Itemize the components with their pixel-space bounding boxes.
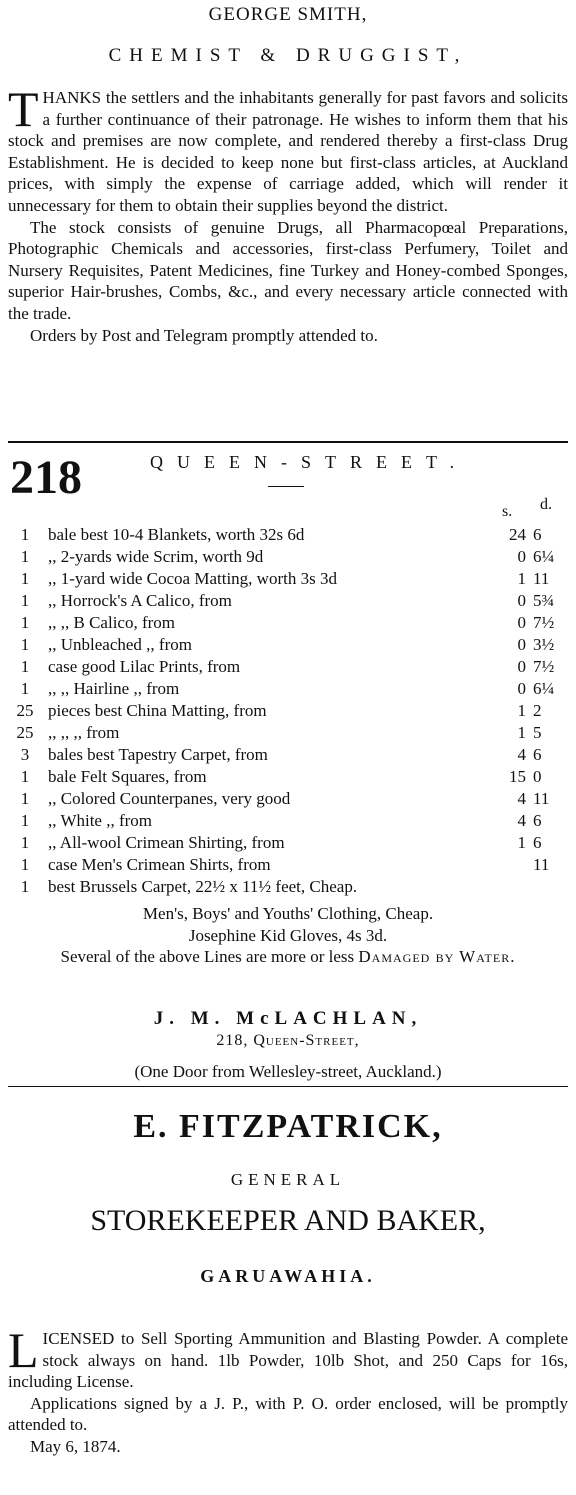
clothing-line: Men's, Boys' and Youths' Clothing, Cheap. xyxy=(142,904,434,923)
item-pence: 11 xyxy=(533,789,550,808)
fitzpatrick-general: GENERAL xyxy=(230,1170,346,1189)
smith-paragraph-3: Orders by Post and Telegram promptly attended to. xyxy=(30,325,378,345)
item-description: ,, 2-yards wide Scrim, worth 9d xyxy=(48,547,264,566)
item-description: case good Lilac Prints, from xyxy=(48,657,241,676)
item-quantity: 3 xyxy=(20,745,30,764)
item-description: bale Felt Squares, from xyxy=(48,767,207,786)
fitzpatrick-trade: STOREKEEPER AND BAKER, xyxy=(90,1204,486,1237)
item-quantity: 1 xyxy=(20,569,30,588)
price-list-row xyxy=(0,854,576,876)
item-description: bale best 10-4 Blankets, worth 32s 6d xyxy=(48,525,305,544)
column-d-header: d. xyxy=(540,496,552,513)
smith-trade: CHEMIST & DRUGGIST, xyxy=(108,45,468,66)
item-quantity: 1 xyxy=(20,525,30,544)
item-shillings: 15 xyxy=(509,767,526,786)
merchant-address: 218, Queen-Street, xyxy=(216,1032,360,1049)
smith-dropcap: T xyxy=(8,81,39,137)
item-pence: 6 xyxy=(533,525,542,544)
price-list-row xyxy=(0,612,576,634)
item-quantity: 1 xyxy=(20,591,30,610)
item-shillings: 1 xyxy=(517,701,526,720)
price-list-row xyxy=(0,656,576,678)
item-shillings: 0 xyxy=(517,613,526,632)
price-list-row xyxy=(0,832,576,854)
item-quantity: 1 xyxy=(20,767,30,786)
item-quantity: 1 xyxy=(20,635,30,654)
item-shillings: 4 xyxy=(517,789,526,808)
item-pence: 11 xyxy=(533,855,550,874)
price-list-row xyxy=(0,524,576,546)
column-s-header: s. xyxy=(502,503,513,520)
item-description: ,, ,, ,, from xyxy=(48,723,120,742)
item-quantity: 1 xyxy=(20,811,30,830)
smith-name: GEORGE SMITH, xyxy=(208,4,368,25)
fitzpatrick-name: E. FITZPATRICK, xyxy=(133,1108,443,1145)
smith-paragraph-1-text: HANKS the settlers and the inhabitants generally for past favors and solicits a further continuance of their patronage. He wishes to inform them that his stock and premises are now complete, and rendered thereby a first-class Drug Establishment. He is decided to keep none but first-class articles, at Auckland prices, with simply the expense of carriage added, which will render it unnecessary for them to obtain their supplies beyond the district. xyxy=(8,88,568,215)
fitzpatrick-place: GARUAWAHIA. xyxy=(200,1266,376,1286)
smith-body xyxy=(0,81,576,346)
fitzpatrick-paragraph-1 xyxy=(0,1322,576,1393)
fitzpatrick-dropcap: L xyxy=(8,1322,39,1378)
smith-paragraph-1 xyxy=(0,81,576,217)
item-pence: 0 xyxy=(533,767,542,786)
price-list-row xyxy=(0,590,576,612)
fitzpatrick-paragraph-2: Applications signed by a J. P., with P. O. order enclosed, will be promptly attended to. xyxy=(8,1393,568,1435)
divider xyxy=(8,1086,568,1087)
damage-note-emphasis: Damaged by Water. xyxy=(358,947,516,966)
item-shillings: 1 xyxy=(517,833,526,852)
item-description: ,, 1-yard wide Cocoa Matting, worth 3s 3d xyxy=(48,569,337,588)
queen-street-advert xyxy=(0,446,576,1086)
damage-note-text: Several of the above Lines are more or less xyxy=(60,947,359,966)
street-name: QUEEN-STREET. xyxy=(150,452,469,472)
item-pence: 6 xyxy=(533,833,542,852)
fitzpatrick-advert xyxy=(0,1090,576,1495)
item-shillings: 4 xyxy=(517,745,526,764)
item-pence: 11 xyxy=(533,569,550,588)
item-shillings: 1 xyxy=(517,723,526,742)
item-pence: 6 xyxy=(533,745,542,764)
price-list-row xyxy=(0,766,576,788)
divider xyxy=(8,441,568,443)
price-list-row xyxy=(0,634,576,656)
item-pence: 3½ xyxy=(533,635,555,654)
item-quantity: 25 xyxy=(16,723,34,742)
item-pence: 2 xyxy=(533,701,542,720)
price-list-row xyxy=(0,744,576,766)
price-list-row xyxy=(0,810,576,832)
item-shillings: 24 xyxy=(509,525,526,544)
item-pence: 6 xyxy=(533,811,542,830)
price-list-row xyxy=(0,788,576,810)
street-number: 218 xyxy=(10,451,82,504)
merchant-name: J. M. McLACHLAN, xyxy=(153,1008,423,1029)
item-description: case Men's Crimean Shirts, from xyxy=(48,855,271,874)
item-pence: 6¼ xyxy=(533,679,555,698)
item-shillings: 4 xyxy=(517,811,526,830)
price-list-row xyxy=(0,678,576,700)
price-list-row xyxy=(0,876,576,898)
item-pence: 6¼ xyxy=(533,547,555,566)
price-list xyxy=(0,524,576,898)
item-description: ,, White ,, from xyxy=(48,811,153,830)
price-list-row xyxy=(0,546,576,568)
fitzpatrick-paragraph-1-text: ICENSED to Sell Sporting Ammunition and Blasting Powder. A complete stock always on hand. 1lb Powder, 10lb Shot, and 250 Caps for 16s, including License. xyxy=(8,1329,568,1392)
item-quantity: 1 xyxy=(20,789,30,808)
item-shillings: 1 xyxy=(517,569,526,588)
item-description: ,, Horrock's A Calico, from xyxy=(48,591,232,610)
item-shillings: 0 xyxy=(517,547,526,566)
merchant-location: (One Door from Wellesley-street, Auckland.) xyxy=(134,1062,442,1081)
item-description: ,, Unbleached ,, from xyxy=(48,635,192,654)
item-description: ,, All-wool Crimean Shirting, from xyxy=(48,833,285,852)
item-quantity: 1 xyxy=(20,547,30,566)
price-list-row xyxy=(0,700,576,722)
item-description: best Brussels Carpet, 22½ x 11½ feet, Cheap. xyxy=(48,877,358,896)
item-quantity: 1 xyxy=(20,613,30,632)
damage-note xyxy=(8,946,568,967)
fitzpatrick-date: May 6, 1874. xyxy=(30,1436,121,1456)
item-quantity: 1 xyxy=(20,855,30,874)
item-pence: 5 xyxy=(533,723,542,742)
item-pence: 5¾ xyxy=(533,591,555,610)
item-description: bales best Tapestry Carpet, from xyxy=(48,745,268,764)
price-list-row xyxy=(0,568,576,590)
item-pence: 7½ xyxy=(533,657,555,676)
price-list-row xyxy=(0,722,576,744)
item-description: pieces best China Matting, from xyxy=(48,701,267,720)
item-quantity: 1 xyxy=(20,833,30,852)
item-description: ,, ,, B Calico, from xyxy=(48,613,176,632)
item-shillings: 0 xyxy=(517,591,526,610)
item-quantity: 1 xyxy=(20,877,30,896)
item-pence: 7½ xyxy=(533,613,555,632)
item-quantity: 1 xyxy=(20,679,30,698)
item-description: ,, ,, Hairline ,, from xyxy=(48,679,180,698)
item-quantity: 1 xyxy=(20,657,30,676)
smith-paragraph-2: The stock consists of genuine Drugs, all Pharmacopœal Preparations, Photographic Chemicals and accessories, first-class Perfumery, Toilet and Nursery Requisites, Patent Medicines, fine Turkey and Honey-combed Sponges, superior Hair-brushes, Combs, &c., and every necessary article connected with the trade. xyxy=(8,217,568,323)
fitzpatrick-body xyxy=(0,1322,576,1458)
item-shillings: 0 xyxy=(517,657,526,676)
item-shillings: 0 xyxy=(517,679,526,698)
item-description: ,, Colored Counterpanes, very good xyxy=(48,789,291,808)
gloves-line: Josephine Kid Gloves, 4s 3d. xyxy=(188,926,388,945)
street-underline xyxy=(268,486,304,487)
item-quantity: 25 xyxy=(16,701,34,720)
item-shillings: 0 xyxy=(517,635,526,654)
